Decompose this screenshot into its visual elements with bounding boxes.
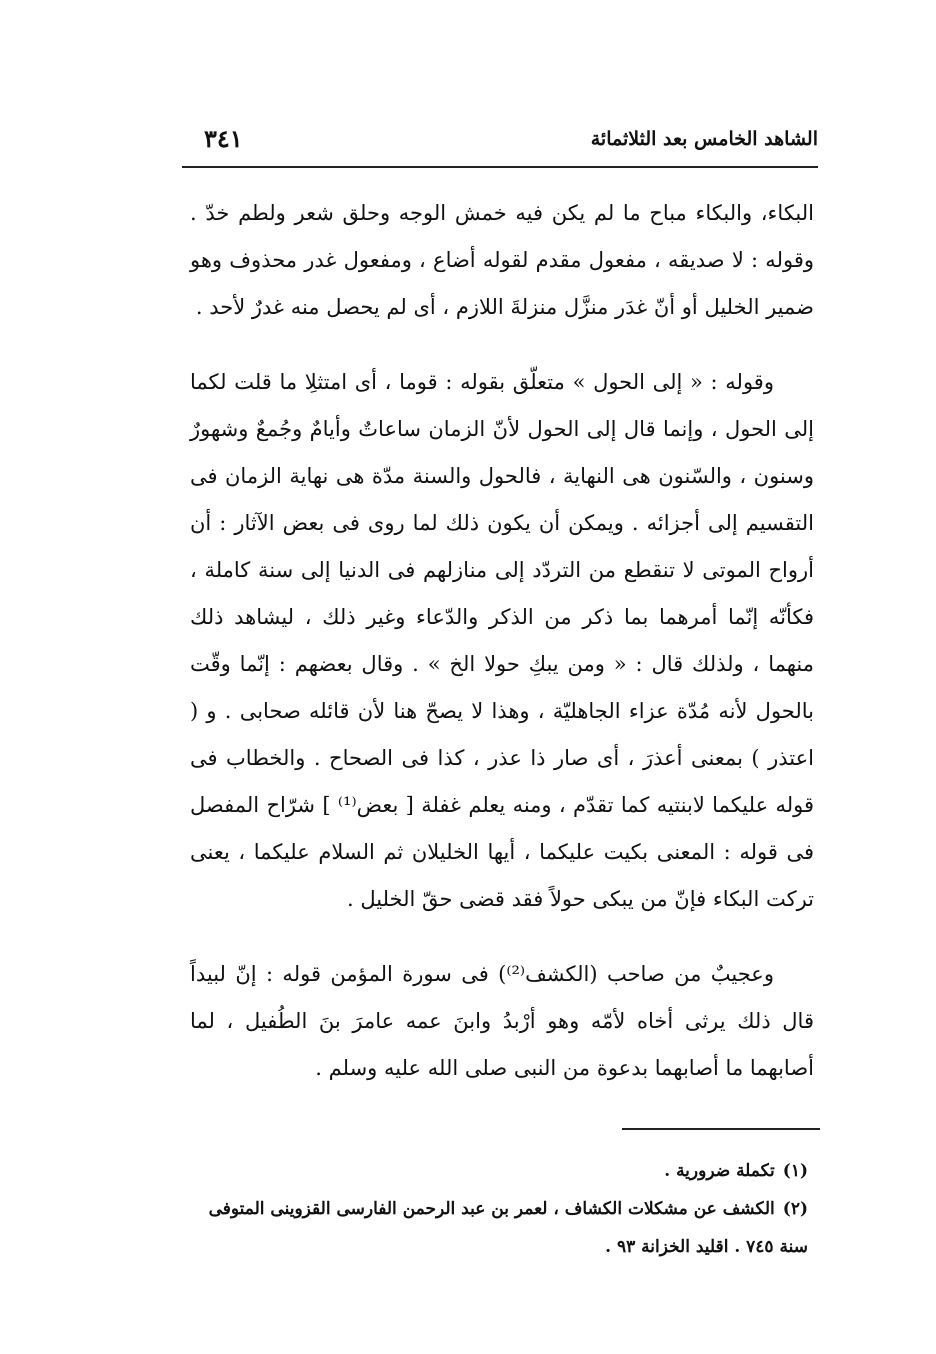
footnote-divider	[622, 1128, 820, 1130]
paragraph-1: البكاء، والبكاء مباح ما لم يكن فيه خمش الوجه وحلق شعر ولطم خدّ . وقوله : لا صديقه ، مفعول مقدم لقوله أضاع ، ومفعول غدر محذوف وهو ضمير الخليل أو أنّ غدَر منزَّل منزلةَ اللازم ، أى لم يحصل منه غدرٌ لأحد .	[190, 201, 814, 319]
footnote-1-number: (١)	[782, 1161, 808, 1181]
paragraph-2: وقوله : « إلى الحول » متعلّق بقوله : قوما ، أى امتثلِا ما قلت لكما إلى الحول ، وإنما قال إلى الحول لأنّ الزمان ساعاتٌ وأيامٌ وجُمعٌ وشهورٌ وسنون ، والسّنون هى النهاية ، فالحول والسنة مدّة هى نهاية الزمان فى التقسيم إلى أجزائه . ويمكن أن يكون ذلك لما روى فى بعض الآثار : أن أرواح الموتى لا تنقطع من التردّد إلى منازلهم فى الدنيا إلى سنة كاملة ، فكأنّه إنّما أمرهما بما ذكر من الذكر والدّعاء وغير ذلك ، ليشاهد ذلك منهما ، ولذلك قال : « ومن يبكِ حولا الخ » . وقال بعضهم : إنّما وقّت بالحول لأنه مُدّة عزاء الجاهليّة ، وهذا لا يصحّ هنا لأن قائله صحابى . و ( اعتذر ) بمعنى أعذرَ ، أى صار ذا عذر ، كذا فى الصحاح . والخطاب فى قوله عليكما لابنتيه كما تقدّم ، ومنه يعلم غفلة [ بعض⁽¹⁾ ] شرّاح المفصل فى قوله : المعنى بكيت عليكما ، أيها الخليلان ثم السلام عليكما ، يعنى تركت البكاء فإنّ من يبكى حولاً فقد قضى حقّ الخليل .	[190, 370, 814, 911]
running-header	[182, 124, 818, 164]
footnote-1-text: تكملة ضرورية .	[664, 1161, 775, 1181]
main-text	[190, 190, 814, 1092]
footnote-2-text: الكشف عن مشكلات الكشاف ، لعمر بن عبد الرحمن الفارسى القزوينى المتوفى سنة ٧٤٥ . اقليد الخزانة ٩٣ .	[208, 1199, 808, 1257]
header-title: الشاهد الخامس بعد الثلاثمائة	[590, 128, 818, 150]
header-divider	[182, 166, 818, 168]
page-number: ٣٤١	[204, 124, 243, 153]
paragraph-3: وعجيبٌ من صاحب (الكشف⁽²⁾) فى سورة المؤمن قوله : إنّ لبيداً قال ذلك يرثى أخاه لأمّه وهو أرْبدُ وابنَ عمه عامرَ بنَ الطُفيل ، لما أصابهما ما أصابهما بدعوة من النبى صلى الله عليه وسلم .	[190, 962, 814, 1080]
footnote-1	[196, 1152, 808, 1190]
footnotes	[196, 1152, 808, 1266]
footnote-2-number: (٢)	[782, 1199, 808, 1219]
footnote-2	[196, 1190, 808, 1266]
